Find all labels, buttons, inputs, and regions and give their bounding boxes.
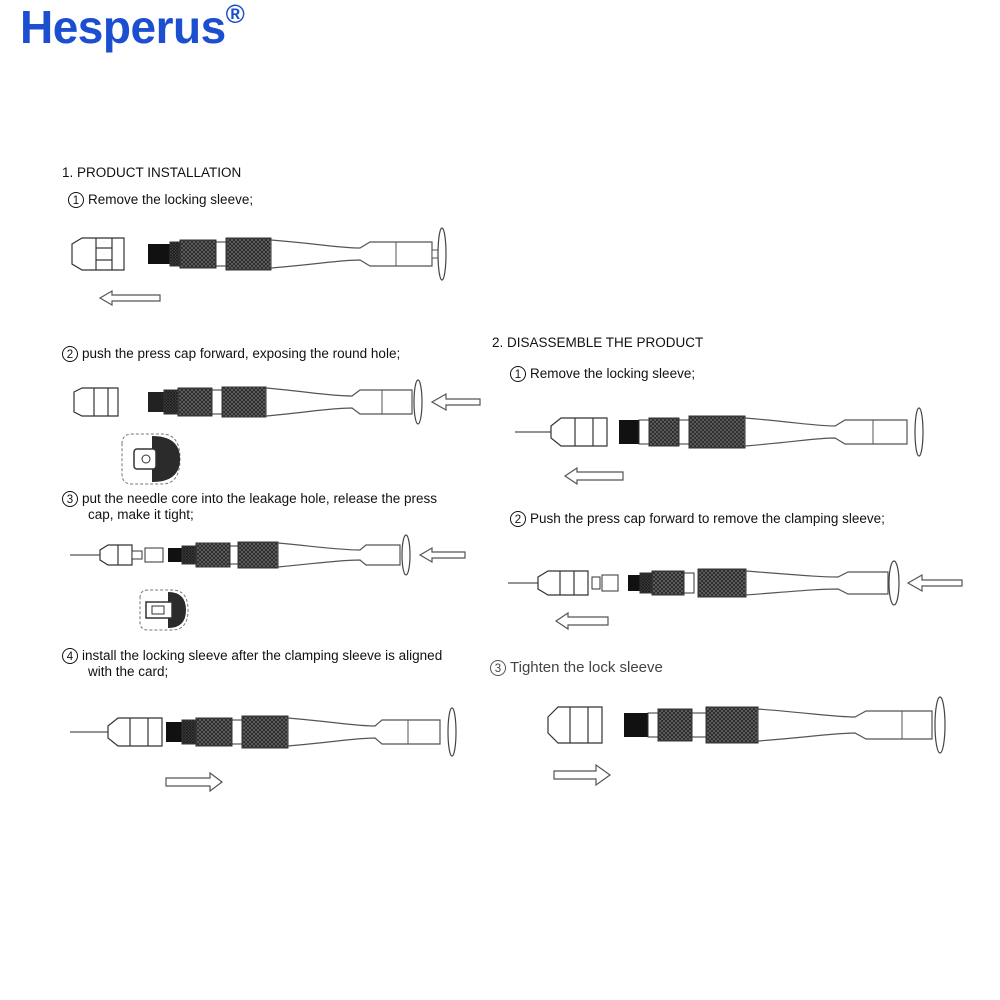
pen-illustration-install-2 [60, 372, 490, 487]
installation-step-4 [62, 648, 442, 679]
pen-illustration-install-1 [60, 222, 460, 312]
brand-logo [20, 0, 244, 54]
step-number: 3 [62, 491, 78, 507]
installation-step-3 [62, 491, 437, 522]
installation-title: 1. PRODUCT INSTALLATION [62, 165, 242, 180]
step-text: put the needle core into the leakage hole, release the press [82, 491, 437, 506]
step-text: push the press cap forward, exposing the round hole; [82, 346, 401, 361]
step-text: Push the press cap forward to remove the clamping sleeve; [530, 511, 885, 526]
pen-illustration-install-3 [70, 530, 470, 640]
step-text: Remove the locking sleeve; [88, 192, 254, 207]
step-text: Remove the locking sleeve; [530, 366, 696, 381]
step-number: 2 [510, 511, 526, 527]
step-number: 4 [62, 648, 78, 664]
disassembly-step-1 [510, 366, 695, 382]
step-number: 1 [510, 366, 526, 382]
step-number: 2 [62, 346, 78, 362]
step-text: install the locking sleeve after the clamping sleeve is aligned [82, 648, 443, 663]
pen-illustration-disassemble-3 [540, 695, 960, 795]
disassembly-title: 2. DISASSEMBLE THE PRODUCT [492, 335, 704, 350]
disassembly-step-3 [490, 660, 663, 676]
disassembly-step-2 [510, 511, 885, 527]
step-text-continued: cap, make it tight; [88, 507, 194, 523]
pen-illustration-disassemble-1 [515, 402, 935, 492]
installation-step-2 [62, 346, 400, 362]
step-number: 1 [68, 192, 84, 208]
step-number: 3 [490, 660, 506, 676]
brand-name: Hesperus [20, 1, 226, 53]
installation-step-1 [68, 192, 253, 208]
step-text-continued: with the card; [88, 664, 169, 680]
registered-mark: ® [225, 0, 245, 29]
pen-illustration-install-4 [70, 700, 470, 800]
pen-illustration-disassemble-2 [508, 555, 968, 635]
step-text: Tighten the lock sleeve [510, 659, 663, 676]
